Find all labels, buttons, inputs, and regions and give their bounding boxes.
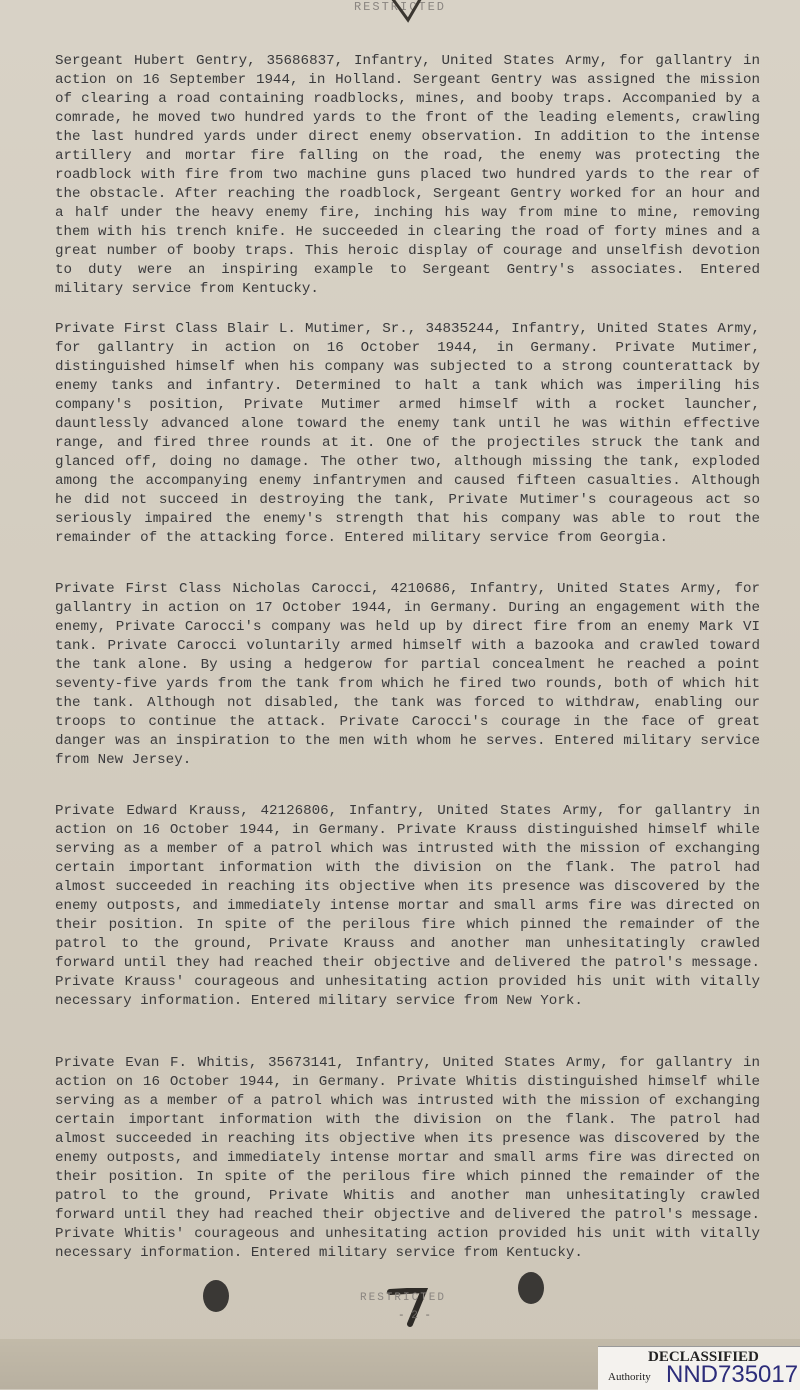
stamp-title: DECLASSIFIED [648,1349,759,1365]
page-number: - 2 - [398,1310,432,1322]
header-classification-mark: RESTRICTED [353,0,446,14]
binder-hole [203,1280,229,1312]
declassification-stamp [598,1346,800,1390]
citation-paragraph-gentry: Sergeant Hubert Gentry, 35686837, Infantry, United States Army, for gallantry in action on 16 September 1944, in Holland. Sergeant Gentry was assigned the mission of clearing a road containing roadblocks, mines, and booby traps. Accompanied by a comrade, he moved two hundred yards to the front of the leading elements, crawling the last hundred yards under direct enemy observation. In addition to the intense artillery and mortar fire falling on the road, the enemy was protecting the roadblock with fire from two machine guns placed two hundred yards to the rear of the obstacle. After reaching the roadblock, Sergeant Gentry worked for an hour and a half under the heavy enemy fire, inching his way from mine to mine, removing them with his trench knife. He succeeded in clearing the road of forty mines and a great number of booby traps. This heroic display of courage and unselfish devotion to duty were an inspiring example to Sergeant Gentry's associates. Entered military service from Kentucky. [55,53,760,298]
citation-paragraph-krauss: Private Edward Krauss, 42126806, Infantry, United States Army, for gallantry in action on 16 October 1944, in Germany. Private Krauss distinguished himself while serving as a member of a patrol which was intrusted with the mission of exchanging certain important information with the division on the flank. The patrol had almost succeeded in reaching its objective when its presence was discovered by the enemy outposts, and immediately intense mortar and small arms fire was directed on their position. In spite of the perilous fire which pinned the remainder of the patrol to the ground, Private Krauss and another man unhesitatingly crawled forward until they had reached their objective and delivered the patrol's message. Private Krauss' courageous and unhesitating action provided his unit with vitally necessary information. Entered military service from New York. [55,803,760,1010]
citation-paragraph-mutimer: Private First Class Blair L. Mutimer, Sr., 34835244, Infantry, United States Army, for gallantry in action on 16 October 1944, in Germany. Private Mutimer, distinguished himself when his company was subjected to a strong counterattack by enemy tanks and infantry. Determined to halt a tank which was imperiling his company's position, Private Mutimer armed himself with a rocket launcher, dauntlessly advanced alone toward the enemy tank until he was within effective range, and fired three rounds at it. One of the projectiles struck the tank and glanced off, doing no damage. The other two, although missing the tank, exploded among the accompanying enemy infantrymen and caused fifteen casualties. Although he did not succeed in destroying the tank, Private Mutimer's courageous act so seriously impaired the enemy's strength that his company was able to rout the remainder of the attacking force. Entered military service from Georgia. [55,321,760,547]
binder-hole [518,1272,544,1304]
stamp-authority-label: Authority [608,1371,651,1383]
stamp-authority-number: NND735017 [666,1361,799,1388]
footer-mark [320,1288,490,1328]
citation-paragraph-carocci: Private First Class Nicholas Carocci, 4210686, Infantry, United States Army, for gallantry in action on 17 October 1944, in Germany. During an engagement with the enemy, Private Carocci's company was held up by direct fire from an enemy Mark VI tank. Private Carocci voluntarily armed himself with a bazooka and crawled toward the tank alone. By using a hedgerow for partial concealment he reached a point seventy-five yards from the tank from which he fired two rounds, both of which hit the tank. Although not disabled, the tank was forced to withdraw, enabling our troops to continue the attack. Private Carocci's courage in the face of great danger was an inspiration to the men with whom he serves. Entered military service from New Jersey. [55,581,760,769]
footer-classification-mark: RESTRICTED [360,1292,447,1304]
handwritten-mark-icon [388,0,428,24]
citation-paragraph-whitis: Private Evan F. Whitis, 35673141, Infantry, United States Army, for gallantry in action on 16 October 1944, in Germany. Private Whitis distinguished himself while serving as a member of a patrol which was intrusted with the mission of exchanging certain important information with the division on the flank. The patrol had almost succeeded in reaching its objective when its presence was discovered by the enemy outposts, and immediately intense mortar and small arms fire was directed on their position. In spite of the perilous fire which pinned the remainder of the patrol to the ground, Private Whitis and another man unhesitatingly crawled forward until they had reached their objective and delivered the patrol's message. Private Whitis' courageous and unhesitating action provided his unit with vitally necessary information. Entered military service from Kentucky. [55,1055,760,1262]
